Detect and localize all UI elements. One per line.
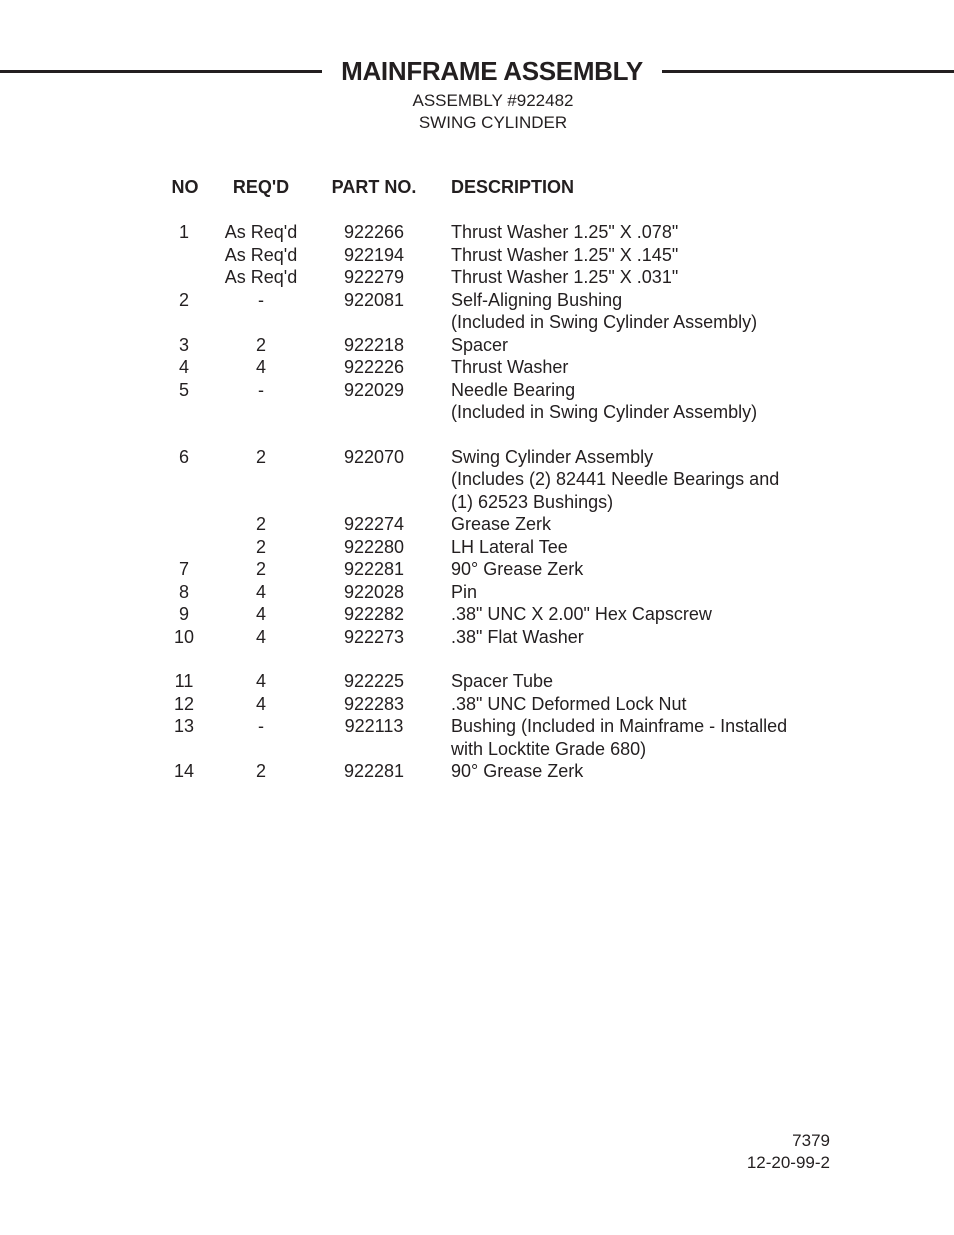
table-row xyxy=(0,536,954,559)
table-row xyxy=(0,468,954,491)
table-row xyxy=(0,626,954,649)
page-code: 7379 xyxy=(792,1131,830,1150)
cell-description: Thrust Washer 1.25" X .145" xyxy=(451,244,679,265)
cell-description: Spacer Tube xyxy=(451,671,554,691)
cell-description: (Included in Swing Cylinder Assembly) xyxy=(451,312,758,332)
table-header-row xyxy=(0,176,954,199)
cell-reqd: As Req'd xyxy=(224,244,298,265)
cell-no: 13 xyxy=(173,716,195,736)
cell-part-no: 922273 xyxy=(343,626,405,647)
cell-no: 7 xyxy=(178,559,189,579)
cell-reqd: 4 xyxy=(255,581,266,602)
table-row xyxy=(0,379,954,402)
cell-no: 10 xyxy=(173,626,195,647)
table-row xyxy=(0,603,954,626)
table-row xyxy=(0,513,954,536)
table-row xyxy=(0,738,954,761)
table-row xyxy=(0,558,954,581)
header-no: NO xyxy=(171,177,199,197)
cell-part-no: 922218 xyxy=(343,334,405,355)
cell-no: 11 xyxy=(174,671,194,691)
cell-no: 6 xyxy=(178,446,189,467)
cell-no: 4 xyxy=(178,357,189,377)
table-row xyxy=(0,356,954,379)
cell-description: (1) 62523 Bushings) xyxy=(451,491,614,512)
cell-reqd: 2 xyxy=(255,761,266,781)
header-description: DESCRIPTION xyxy=(451,177,575,197)
cell-description: Bushing (Included in Mainframe - Installed xyxy=(451,716,788,736)
cell-description: Pin xyxy=(451,581,478,602)
table-row xyxy=(0,581,954,604)
cell-part-no: 922274 xyxy=(343,514,405,534)
cell-reqd: - xyxy=(258,289,264,310)
cell-no: 5 xyxy=(178,379,189,400)
cell-reqd: 4 xyxy=(255,357,266,377)
cell-part-no: 922194 xyxy=(343,244,405,265)
cell-reqd: - xyxy=(258,716,264,736)
cell-reqd: 2 xyxy=(255,334,266,355)
assembly-number: ASSEMBLY #922482 xyxy=(412,91,574,110)
cell-description: with Locktite Grade 680) xyxy=(451,738,647,759)
table-row xyxy=(0,693,954,716)
header-reqd: REQ'D xyxy=(232,177,290,197)
cell-reqd: 2 xyxy=(255,559,266,579)
page-title: MAINFRAME ASSEMBLY xyxy=(341,56,643,86)
cell-part-no: 922028 xyxy=(343,581,405,602)
cell-reqd: 2 xyxy=(255,446,266,467)
cell-description: Thrust Washer 1.25" X .078" xyxy=(451,222,679,242)
cell-no: 3 xyxy=(178,334,189,355)
cell-part-no: 922070 xyxy=(343,446,405,467)
cell-description: 90° Grease Zerk xyxy=(451,761,584,781)
table-row xyxy=(0,670,954,693)
cell-description: Grease Zerk xyxy=(451,514,552,534)
cell-part-no: 922113 xyxy=(344,716,404,736)
table-row xyxy=(0,266,954,289)
cell-part-no: 922225 xyxy=(343,671,405,691)
cell-reqd: - xyxy=(258,379,264,400)
cell-reqd: 4 xyxy=(255,693,266,714)
cell-description: Swing Cylinder Assembly xyxy=(451,446,654,467)
cell-part-no: 922281 xyxy=(343,559,405,579)
cell-description: .38" UNC Deformed Lock Nut xyxy=(451,693,687,714)
cell-part-no: 922266 xyxy=(343,222,405,242)
cell-description: Thrust Washer 1.25" X .031" xyxy=(451,267,679,287)
cell-description: Needle Bearing xyxy=(451,379,576,400)
table-row xyxy=(0,244,954,267)
cell-part-no: 922081 xyxy=(343,289,405,310)
date-code: 12-20-99-2 xyxy=(746,1153,830,1172)
cell-no: 8 xyxy=(178,581,189,602)
title-rule-right xyxy=(662,70,954,73)
cell-part-no: 922226 xyxy=(343,357,405,377)
table-row xyxy=(0,401,954,424)
cell-part-no: 922282 xyxy=(343,604,405,624)
cell-no: 14 xyxy=(173,761,195,781)
table-row xyxy=(0,760,954,783)
cell-no: 9 xyxy=(178,604,189,624)
table-row xyxy=(0,311,954,334)
cell-reqd: As Req'd xyxy=(224,267,298,287)
header-part-no: PART NO. xyxy=(331,177,417,197)
cell-reqd: 2 xyxy=(255,536,266,557)
cell-part-no: 922281 xyxy=(343,761,405,781)
cell-description: (Included in Swing Cylinder Assembly) xyxy=(451,402,758,422)
cell-description: (Includes (2) 82441 Needle Bearings and xyxy=(451,469,780,489)
cell-part-no: 922280 xyxy=(343,536,405,557)
cell-description: Self-Aligning Bushing xyxy=(451,289,623,310)
cell-description: Spacer xyxy=(451,334,509,355)
cell-description: 90° Grease Zerk xyxy=(451,559,584,579)
cell-no: 1 xyxy=(178,222,189,242)
cell-reqd: 4 xyxy=(255,626,266,647)
table-row xyxy=(0,491,954,514)
subassembly-name: SWING CYLINDER xyxy=(418,113,568,132)
title-rule-left xyxy=(0,70,322,73)
cell-reqd: 2 xyxy=(255,514,266,534)
cell-part-no: 922279 xyxy=(343,267,405,287)
cell-description: Thrust Washer xyxy=(451,357,569,377)
table-row xyxy=(0,334,954,357)
cell-reqd: 4 xyxy=(255,604,266,624)
cell-part-no: 922029 xyxy=(343,379,405,400)
table-row xyxy=(0,221,954,244)
cell-part-no: 922283 xyxy=(343,693,405,714)
cell-no: 2 xyxy=(178,289,189,310)
table-row xyxy=(0,446,954,469)
cell-reqd: As Req'd xyxy=(224,222,298,242)
cell-reqd: 4 xyxy=(255,671,266,691)
cell-description: .38" Flat Washer xyxy=(451,626,584,647)
table-row xyxy=(0,289,954,312)
cell-description: LH Lateral Tee xyxy=(451,536,568,557)
cell-description: .38" UNC X 2.00" Hex Capscrew xyxy=(451,604,712,624)
table-row xyxy=(0,715,954,738)
cell-no: 12 xyxy=(173,693,195,714)
